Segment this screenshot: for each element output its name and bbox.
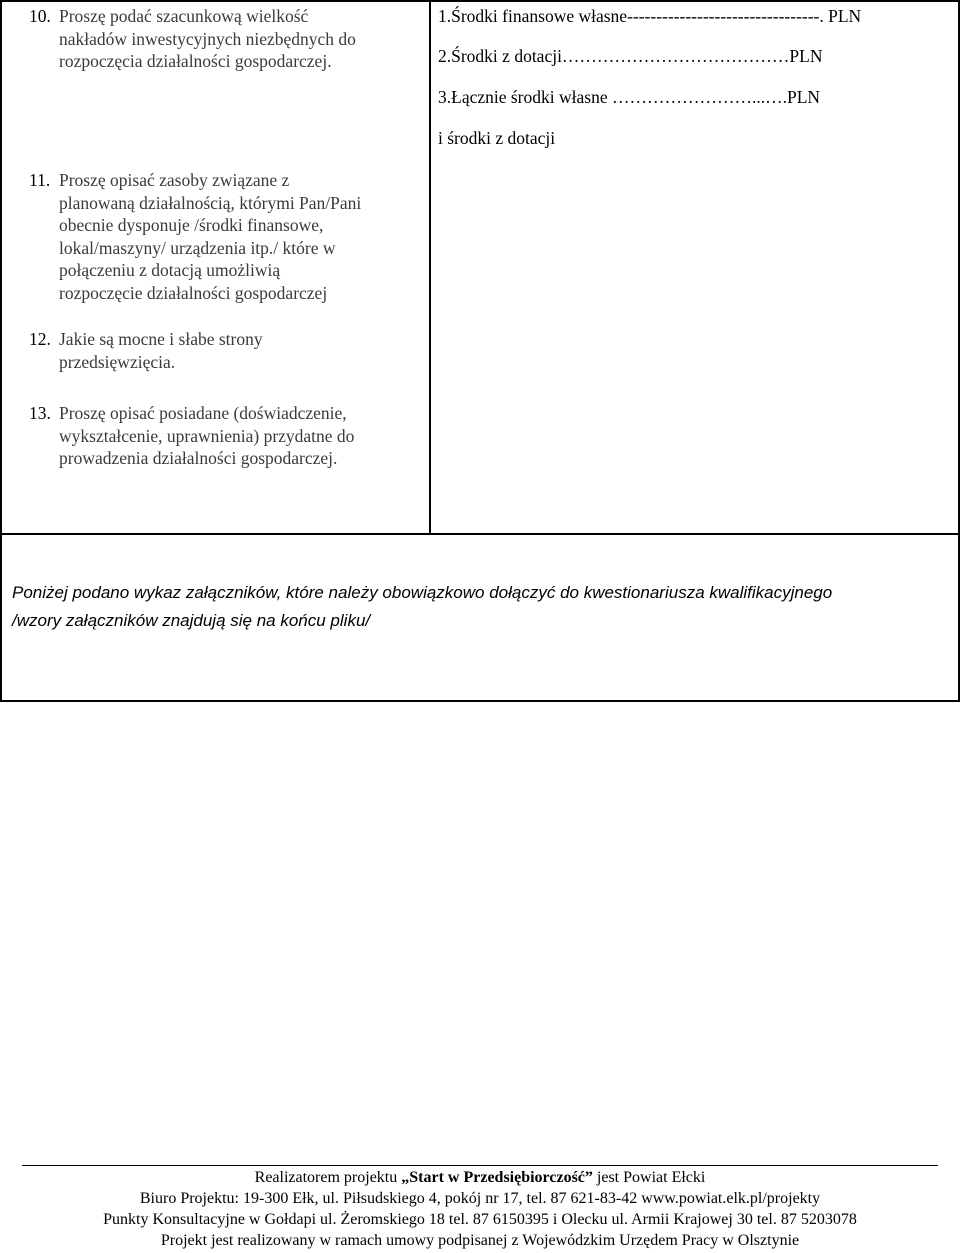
funding-total-continued: i środki z dotacji bbox=[438, 128, 556, 148]
attachments-notice: Poniżej podano wykaz załączników, które należy obowiązkowo dołączyć do kwestionariusza kwalifikacyjnego /wzory załączników znajdują się na końcu pliku/ bbox=[12, 583, 833, 630]
question-text: Proszę podać szacunkową wielkość nakładów inwestycyjnych niezbędnych do rozpoczęcia działalności gospodarczej. bbox=[59, 6, 356, 71]
question-text: Jakie są mocne i słabe strony przedsięwzięcia. bbox=[59, 329, 263, 372]
question-number: 13. bbox=[29, 403, 51, 423]
question-12 bbox=[29, 328, 429, 373]
question-11 bbox=[29, 169, 429, 304]
table-border-left bbox=[0, 0, 2, 535]
question-10 bbox=[29, 5, 429, 73]
question-number: 12. bbox=[29, 329, 51, 349]
funding-total: 3.Łącznie środki własne ……………………...….PLN bbox=[438, 87, 821, 107]
question-13 bbox=[29, 402, 429, 470]
footer-line-3: Punkty Konsultacyjne w Gołdapi ul. Żeromskiego 18 tel. 87 6150395 i Olecku ul. Armii Krajowej 30 tel. 87 5203078 bbox=[103, 1211, 857, 1228]
funding-grant: 2.Środki z dotacji…………………………………PLN bbox=[438, 46, 823, 66]
footer-divider bbox=[22, 1165, 938, 1166]
table-column-divider bbox=[429, 0, 431, 535]
question-number: 11. bbox=[29, 170, 51, 190]
table-border-top bbox=[0, 0, 960, 2]
notice-box-left bbox=[0, 533, 2, 702]
table-border-bottom bbox=[0, 533, 960, 535]
footer-line-1 bbox=[0, 1167, 960, 1188]
footer-line-4: Projekt jest realizowany w ramach umowy podpisanej z Wojewódzkim Urzędem Pracy w Olsztynie bbox=[160, 1232, 800, 1249]
footer-line-2: Biuro Projektu: 19-300 Ełk, ul. Piłsudskiego 4, pokój nr 17, tel. 87 621-83-42 www.powiat.elk.pl/projekty bbox=[139, 1190, 821, 1207]
question-text: Proszę opisać zasoby związane z planowaną działalnością, którymi Pan/Pani obecnie dysponuje /środki finansowe, lokal/maszyny/ urządzenia itp./ które w połączeniu z dotacją umożliwią rozpoczęcie działalności gospodarczej bbox=[59, 170, 362, 303]
footer-line-1-prefix: Realizatorem projektu bbox=[254, 1169, 402, 1186]
footer-line-1-suffix: jest Powiat Ełcki bbox=[592, 1169, 706, 1186]
notice-box-bottom bbox=[0, 700, 960, 702]
question-text: Proszę opisać posiadane (doświadczenie, wykształcenie, uprawnienia) przydatne do prowadzenia działalności gospodarczej. bbox=[59, 403, 355, 468]
funding-own-resources: 1.Środki finansowe własne---------------------------------. PLN bbox=[438, 6, 862, 26]
question-number: 10. bbox=[29, 6, 51, 26]
footer-project-name: „Start w Przedsiębiorczość” bbox=[401, 1169, 593, 1186]
